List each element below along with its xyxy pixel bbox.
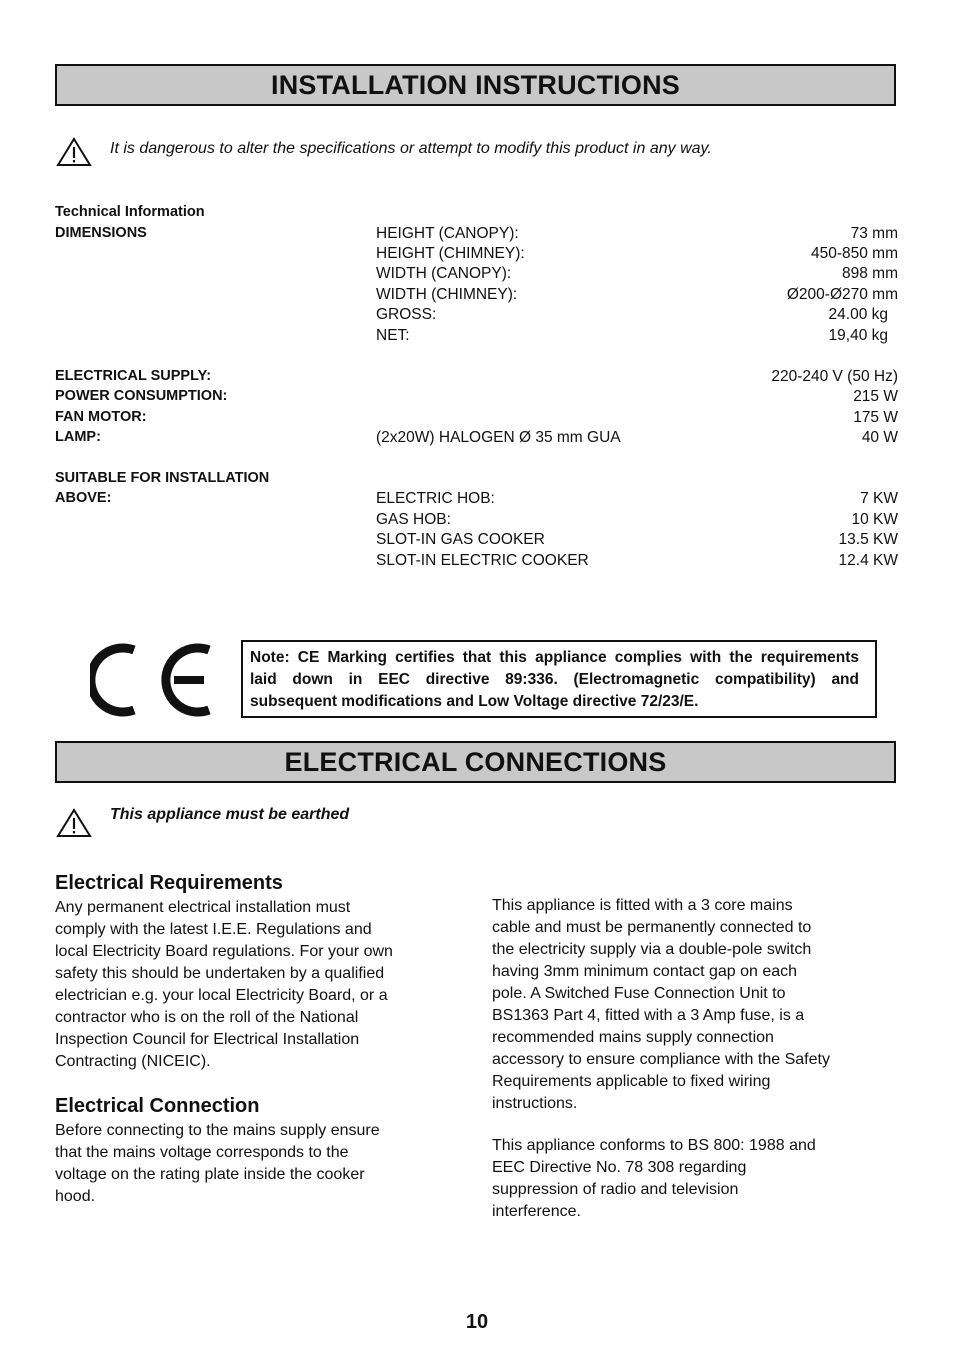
spec-value: 24.00 kg	[828, 306, 888, 323]
spec-label: ABOVE:	[55, 490, 112, 506]
row-net-weight	[55, 327, 898, 347]
row-lamp	[55, 429, 898, 449]
spec-value: 450-850 mm	[810, 245, 898, 262]
spec-value: 73 mm	[850, 225, 898, 242]
spec-value: 13.5 KW	[838, 531, 898, 548]
row-width-canopy	[55, 265, 898, 285]
row-suitable-for-installation	[55, 470, 898, 490]
text-line: Requirements applicable to fixed wiring	[492, 1073, 771, 1090]
text-line: EEC Directive No. 78 308 regarding	[492, 1159, 747, 1176]
spec-item: GAS HOB:	[376, 511, 451, 528]
row-fan-motor	[55, 409, 898, 429]
ce-marking-note	[241, 640, 877, 718]
text-line: comply with the latest I.E.E. Regulations and	[55, 921, 372, 938]
spec-value: Ø200-Ø270 mm	[786, 286, 898, 303]
spec-value: 898 mm	[842, 265, 898, 282]
text-line: Contracting (NICEIC).	[55, 1053, 211, 1070]
spec-label: SUITABLE FOR INSTALLATION	[55, 470, 270, 486]
spec-value: 7 KW	[860, 490, 898, 507]
spec-item: WIDTH (CHIMNEY):	[376, 286, 518, 303]
row-gross-weight	[55, 306, 898, 326]
text-line: having 3mm minimum contact gap on each	[492, 963, 798, 980]
spec-value: 40 W	[861, 429, 898, 446]
spec-value: 220-240 V (50 Hz)	[771, 368, 898, 385]
note-line: laid down in EEC directive 89:336. (Electromagnetic compatibility) and	[250, 671, 859, 688]
row-height-chimney	[55, 245, 898, 265]
earthing-warning-text: This appliance must be earthed	[110, 806, 350, 823]
electrical-connections-banner: ELECTRICAL CONNECTIONS	[55, 741, 896, 783]
text-line: Before connecting to the mains supply ensure	[55, 1122, 380, 1139]
page-number: 10	[465, 1311, 489, 1333]
text-line: accessory to ensure compliance with the Safety	[492, 1051, 830, 1068]
spec-item: HEIGHT (CANOPY):	[376, 225, 519, 242]
spec-value: 19,40 kg	[828, 327, 888, 344]
text-line: safety this should be undertaken by a qualified	[55, 965, 385, 982]
spec-label: POWER CONSUMPTION:	[55, 388, 228, 404]
row-electric-hob	[55, 490, 898, 510]
text-line: suppression of radio and television	[492, 1181, 739, 1198]
spec-label: FAN MOTOR:	[55, 409, 147, 425]
text-line: cable and must be permanently connected to	[492, 919, 812, 936]
note-line: Note: CE Marking certifies that this appliance complies with the requirements	[250, 649, 859, 666]
text-line: This appliance conforms to BS 800: 1988 and	[492, 1137, 816, 1154]
text-line: contractor who is on the roll of the National	[55, 1009, 359, 1026]
spec-item: ELECTRIC HOB:	[376, 490, 495, 507]
spec-item: NET:	[376, 327, 410, 344]
installation-instructions-banner: INSTALLATION INSTRUCTIONS	[55, 64, 896, 106]
electrical-connection-heading: Electrical Connection	[55, 1095, 260, 1117]
text-line: instructions.	[492, 1095, 578, 1112]
text-line: BS1363 Part 4, fitted with a 3 Amp fuse, is a	[492, 1007, 805, 1024]
row-slot-in-gas-cooker	[55, 531, 898, 551]
spec-item: SLOT-IN GAS COOKER	[376, 531, 545, 548]
electrical-requirements-heading: Electrical Requirements	[55, 872, 283, 894]
text-line: pole. A Switched Fuse Connection Unit to	[492, 985, 786, 1002]
row-dimensions-height-canopy	[55, 225, 898, 245]
text-line: the electricity supply via a double-pole switch	[492, 941, 812, 958]
row-gas-hob	[55, 511, 898, 531]
spec-value: 175 W	[853, 409, 898, 426]
text-line: recommended mains supply connection	[492, 1029, 774, 1046]
text-line: hood.	[55, 1188, 96, 1205]
spec-item: WIDTH (CANOPY):	[376, 265, 512, 282]
technical-information-heading: Technical Information	[55, 204, 205, 220]
spec-item: GROSS:	[376, 306, 437, 323]
spec-label: ELECTRICAL SUPPLY:	[55, 368, 212, 384]
modification-warning-text: It is dangerous to alter the specifications or attempt to modify this product in any way.	[110, 140, 712, 157]
spec-value: 215 W	[853, 388, 898, 405]
row-slot-in-electric-cooker	[55, 552, 898, 572]
text-line: that the mains voltage corresponds to the	[55, 1144, 349, 1161]
warning-triangle-icon	[56, 808, 92, 838]
ce-mark-logo	[90, 634, 216, 726]
row-width-chimney	[55, 286, 898, 306]
row-power-consumption	[55, 388, 898, 408]
spec-item: SLOT-IN ELECTRIC COOKER	[376, 552, 589, 569]
text-line: electrician e.g. your local Electricity Board, or a	[55, 987, 388, 1004]
conformity-text	[492, 1135, 816, 1223]
electrical-requirements-text	[55, 897, 393, 1073]
electrical-connection-text	[55, 1120, 380, 1208]
warning-triangle-icon	[56, 137, 92, 167]
text-line: interference.	[492, 1203, 581, 1220]
text-line: Inspection Council for Electrical Installation	[55, 1031, 360, 1048]
spec-label: DIMENSIONS	[55, 225, 147, 241]
spec-label: LAMP:	[55, 429, 101, 445]
mains-cable-text	[492, 895, 830, 1115]
spec-item: HEIGHT (CHIMNEY):	[376, 245, 525, 262]
text-line: This appliance is fitted with a 3 core mains	[492, 897, 793, 914]
spec-item: (2x20W) HALOGEN Ø 35 mm GUA	[376, 429, 621, 446]
row-electrical-supply	[55, 368, 898, 388]
text-line: voltage on the rating plate inside the cooker	[55, 1166, 365, 1183]
spec-value: 12.4 KW	[838, 552, 898, 569]
text-line: local Electricity Board regulations. For your own	[55, 943, 393, 960]
spec-value: 10 KW	[851, 511, 898, 528]
text-line: Any permanent electrical installation must	[55, 899, 351, 916]
note-line: subsequent modifications and Low Voltage directive 72/23/E.	[250, 693, 699, 710]
